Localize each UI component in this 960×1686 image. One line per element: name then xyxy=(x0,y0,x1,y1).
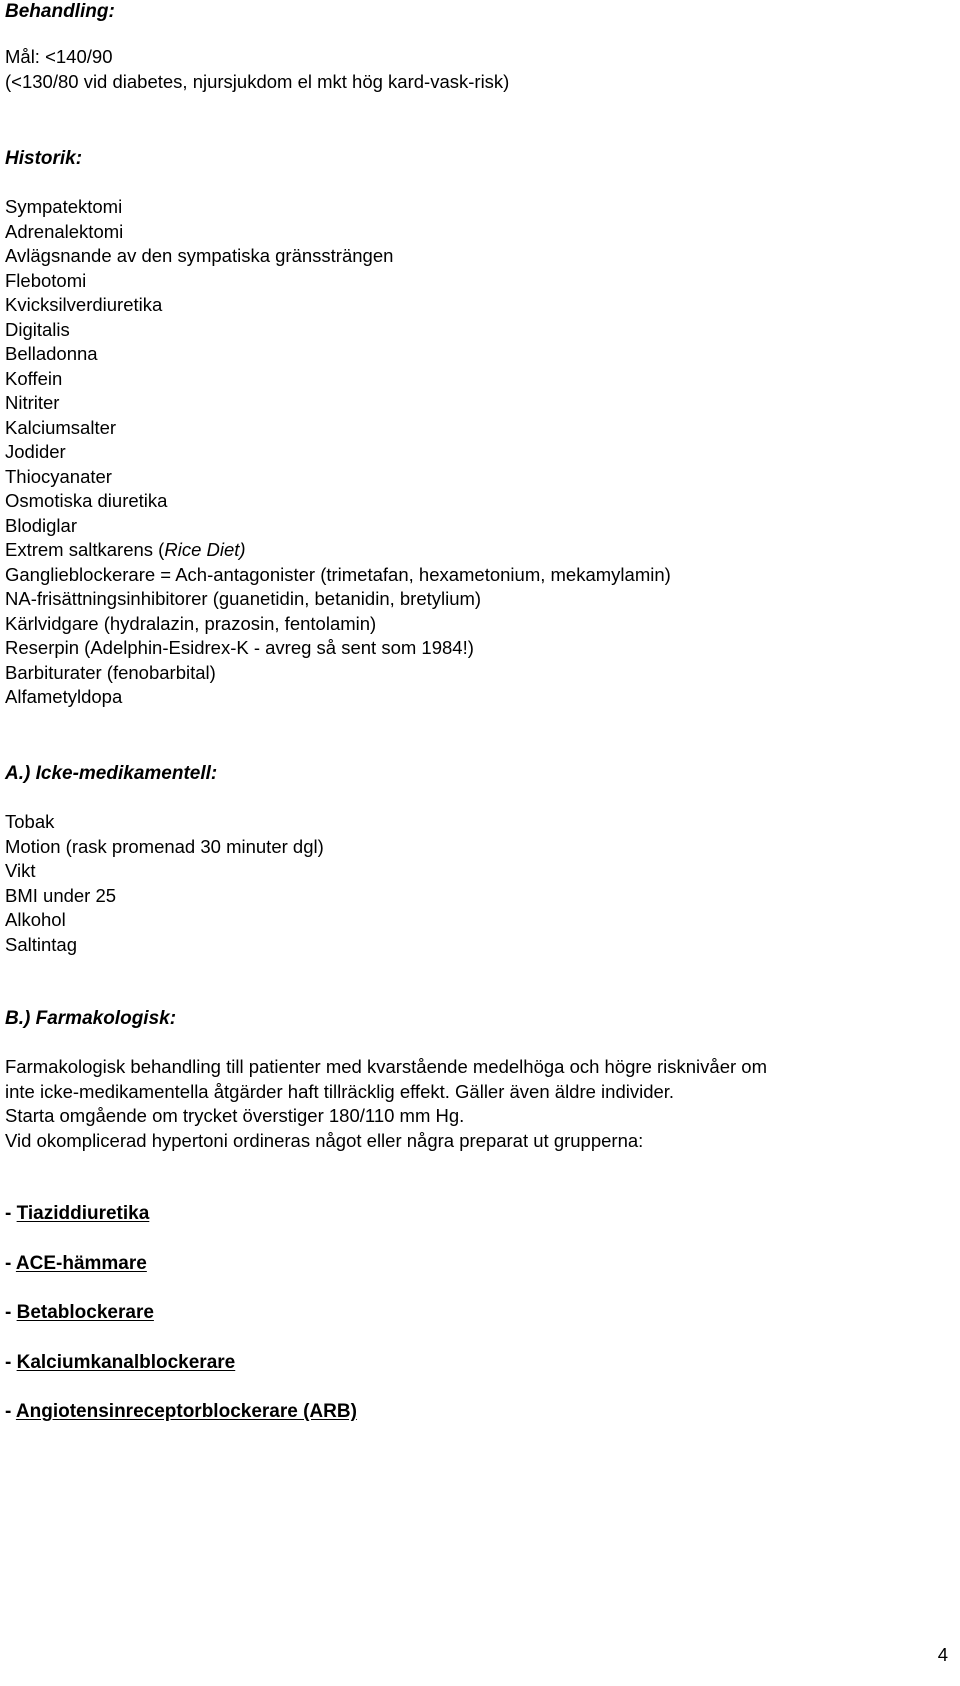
list-item: Nitriter xyxy=(5,392,60,413)
list-item: Avlägsnande av den sympatiska gränssträngen xyxy=(5,245,394,266)
list-item: Adrenalektomi xyxy=(5,220,124,242)
list-item: Saltintag xyxy=(5,933,77,955)
list-item: Blodiglar xyxy=(5,514,77,536)
drug-group-label: Angiotensinreceptorblockerare (ARB) xyxy=(15,1401,357,1422)
historik-list xyxy=(5,195,671,710)
icke-medikamentell-list xyxy=(5,810,324,957)
heading-farmakologisk: B.) Farmakologisk: xyxy=(5,1008,177,1029)
list-item: Belladonna xyxy=(5,343,98,364)
list-item: Vikt xyxy=(5,860,36,881)
list-item: BMI under 25 xyxy=(5,884,117,906)
drug-group-item xyxy=(5,1301,154,1325)
heading-behandling: Behandling: xyxy=(5,1,115,22)
drug-group-label: Betablockerare xyxy=(16,1302,154,1323)
list-item: Osmotiska diuretika xyxy=(5,490,168,511)
farmakologisk-paragraph xyxy=(5,1055,767,1153)
list-item: Flebotomi xyxy=(5,269,87,291)
list-item: Ganglieblockerare = Ach-antagonister (trimetafan, hexametonium, mekamylamin) xyxy=(5,563,671,585)
dash: - xyxy=(5,1352,17,1373)
page-number: 4 xyxy=(937,1644,948,1665)
drug-group-item xyxy=(5,1351,235,1375)
list-item: Barbiturater (fenobarbital) xyxy=(5,661,216,683)
rice-diet-post: ) xyxy=(239,539,246,560)
list-item: Kärlvidgare (hydralazin, prazosin, fentolamin) xyxy=(5,612,377,634)
goal-line: Mål: <140/90 xyxy=(5,46,113,67)
dash: - xyxy=(5,1302,17,1323)
goal-block xyxy=(5,45,509,94)
list-item: Koffein xyxy=(5,367,63,389)
list-item: Thiocyanater xyxy=(5,465,112,487)
paragraph-line: Farmakologisk behandling till patienter med kvarstående medelhöga och högre risknivåer om xyxy=(5,1056,767,1077)
drug-group-item xyxy=(5,1400,357,1424)
list-item: Jodider xyxy=(5,441,66,462)
drug-group-label: ACE-hämmare xyxy=(15,1253,147,1274)
list-item: Alkohol xyxy=(5,909,66,930)
dash: - xyxy=(5,1401,16,1422)
heading-historik: Historik: xyxy=(5,148,83,169)
list-item: NA-frisättningsinhibitorer (guanetidin, betanidin, bretylium) xyxy=(5,588,482,609)
paragraph-line: inte icke-medikamentella åtgärder haft tillräcklig effekt. Gäller även äldre individer. xyxy=(5,1080,675,1102)
goal-line: (<130/80 vid diabetes, njursjukdom el mkt hög kard-vask-risk) xyxy=(5,70,510,92)
paragraph-line: Vid okomplicerad hypertoni ordineras något eller några preparat ut grupperna: xyxy=(5,1129,644,1151)
dash: - xyxy=(5,1203,17,1224)
dash: - xyxy=(5,1253,16,1274)
rice-diet-pre: Extrem saltkarens ( xyxy=(5,539,165,560)
list-item: Tobak xyxy=(5,811,55,832)
list-item: Kvicksilverdiuretika xyxy=(5,294,163,315)
list-item: Reserpin (Adelphin-Esidrex-K - avreg så sent som 1984!) xyxy=(5,637,474,658)
drug-group-item xyxy=(5,1202,149,1226)
drug-group-item xyxy=(5,1252,147,1276)
list-item: Kalciumsalter xyxy=(5,416,117,438)
list-item: Motion (rask promenad 30 minuter dgl) xyxy=(5,835,324,857)
heading-icke-medikamentell: A.) Icke-medikamentell: xyxy=(5,763,218,784)
drug-group-label: Tiaziddiuretika xyxy=(16,1203,150,1224)
list-item: Alfametyldopa xyxy=(5,686,123,707)
list-item-rice-diet xyxy=(5,538,671,563)
paragraph-line: Starta omgående om trycket överstiger 180/110 mm Hg. xyxy=(5,1105,465,1126)
rice-diet-italic: Rice Diet xyxy=(164,539,240,560)
drug-group-label: Kalciumkanalblockerare xyxy=(16,1352,236,1373)
list-item: Sympatektomi xyxy=(5,196,123,217)
list-item: Digitalis xyxy=(5,318,70,340)
